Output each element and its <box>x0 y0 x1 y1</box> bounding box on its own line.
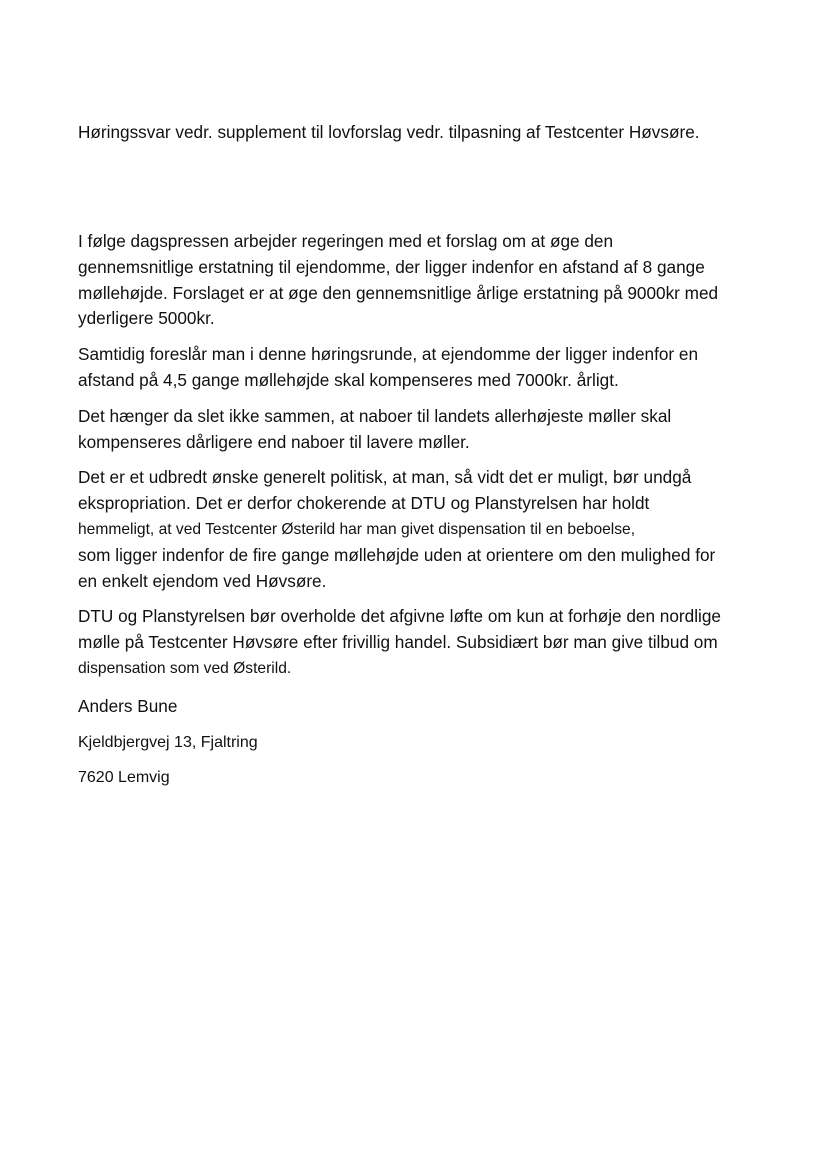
text-line: afstand på 4,5 gange møllehøjde skal kompenseres med 7000kr. årligt. <box>78 369 619 390</box>
paragraph-4 <box>78 465 768 594</box>
paragraph-5 <box>78 604 768 681</box>
text-line: dispensation som ved Østerild. <box>78 659 292 677</box>
text-line: Det hænger da slet ikke sammen, at naboer til landets allerhøjeste møller skal <box>78 405 672 426</box>
text-line: møllehøjde. Forslaget er at øge den gennemsnitlige årlige erstatning på 9000kr med <box>78 282 719 303</box>
text-line: Samtidig foreslår man i denne høringsrunde, at ejendomme der ligger indenfor en <box>78 344 699 365</box>
text-line: ekspropriation. Det er derfor chokerende at DTU og Planstyrelsen har holdt <box>78 493 650 514</box>
signature-name: Anders Bune <box>78 695 178 716</box>
text-line: mølle på Testcenter Høvsøre efter frivillig handel. Subsidiært bør man give tilbud om <box>78 632 718 653</box>
text-line: I følge dagspressen arbejder regeringen med et forslag om at øge den <box>78 231 614 251</box>
signature-address: Kjeldbjergvej 13, Fjaltring <box>78 733 258 751</box>
signature-city: 7620 Lemvig <box>78 769 170 787</box>
text-line: Det er et udbredt ønske generelt politisk, at man, så vidt det er muligt, bør undgå <box>78 467 692 488</box>
document-title: Høringssvar vedr. supplement til lovforslag vedr. tilpasning af Testcenter Høvsøre. <box>78 122 700 142</box>
text-line: DTU og Planstyrelsen bør overholde det afgivne løfte om kun at forhøje den nordlige <box>78 606 721 627</box>
document-body <box>78 229 768 791</box>
paragraph-2 <box>78 342 768 394</box>
paragraph-1 <box>78 229 768 332</box>
text-line: yderligere 5000kr. <box>78 308 215 329</box>
text-line: kompenseres dårligere end naboer til lavere møller. <box>78 431 470 452</box>
text-line: gennemsnitlige erstatning til ejendomme, der ligger indenfor en afstand af 8 gange <box>78 256 705 277</box>
text-line: en enkelt ejendom ved Høvsøre. <box>78 570 327 591</box>
text-line: hemmeligt, at ved Testcenter Østerild har man givet dispensation til en beboelse, <box>78 520 636 538</box>
text-line: som ligger indenfor de fire gange møllehøjde uden at orientere om den mulighed for <box>78 544 716 565</box>
paragraph-3 <box>78 404 768 456</box>
